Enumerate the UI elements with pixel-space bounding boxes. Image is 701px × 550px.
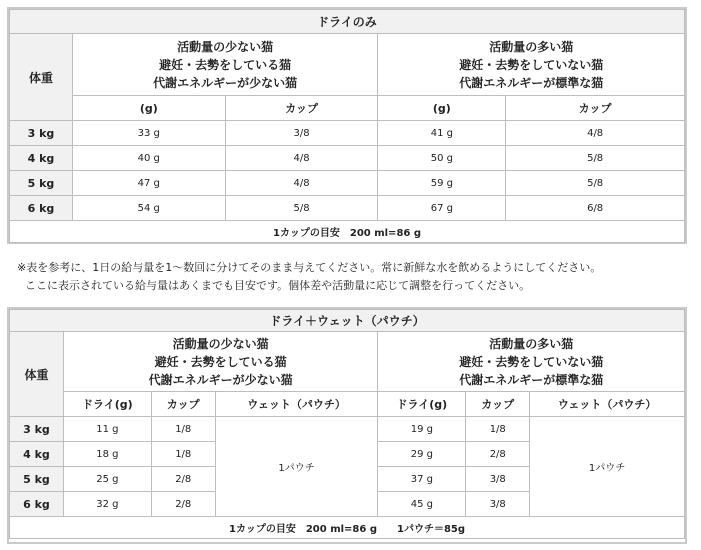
col-dry-high: ドライ(g) [378, 392, 466, 417]
high-cup-cell: 5/8 [506, 146, 685, 171]
high-grams-cell: 41 g [378, 121, 506, 146]
table-title: ドライのみ [10, 10, 685, 34]
feeding-note-2: ここに表示されている給与量はあくまでも目安です。個体差や活動量に応じて調整を行ってください。 [25, 279, 531, 292]
weight-header: 体重 [10, 34, 73, 121]
low-grams-cell: 47 g [72, 171, 225, 196]
high-dry-cell: 45 g [378, 492, 466, 517]
group-low-line-3: 代謝エネルギーが少ない猫 [153, 75, 298, 90]
high-dry-cell: 29 g [378, 442, 466, 467]
col-dry-low: ドライ(g) [63, 392, 151, 417]
low-dry-cell: 25 g [63, 467, 151, 492]
group-low-header [72, 34, 378, 96]
low-cup-cell: 4/8 [225, 146, 378, 171]
cup-measure-note: 1カップの目安 200 ml=86 g [10, 221, 685, 243]
low-cup-cell: 1/8 [151, 442, 215, 467]
feeding-table-dry-wet [9, 309, 685, 539]
feeding-table-dry [9, 9, 685, 243]
high-dry-cell: 19 g [378, 417, 466, 442]
weight-cell: 4 kg [10, 442, 64, 467]
table-row [10, 196, 685, 221]
low-wet-cell: 1パウチ [215, 417, 378, 517]
col-wet-high: ウェット（パウチ） [530, 392, 685, 417]
low-grams-cell: 40 g [72, 146, 225, 171]
group-high-line-3: 代謝エネルギーが標準な猫 [459, 372, 604, 387]
weight-cell: 5 kg [10, 171, 73, 196]
group-high-line-3: 代謝エネルギーが標準な猫 [459, 75, 604, 90]
group-low-line-1: 活動量の少ない猫 [172, 336, 269, 351]
cup-pouch-measure-note: 1カップの目安 200 ml=86 g 1パウチ＝85g [10, 517, 685, 539]
high-grams-cell: 59 g [378, 171, 506, 196]
group-high-line-2: 避妊・去勢をしていない猫 [459, 354, 604, 369]
low-cup-cell: 1/8 [151, 417, 215, 442]
group-low-line-2: 避妊・去勢をしている猫 [154, 354, 287, 369]
low-cup-cell: 3/8 [225, 121, 378, 146]
weight-cell: 6 kg [10, 492, 64, 517]
low-grams-cell: 54 g [72, 196, 225, 221]
table-row [10, 146, 685, 171]
high-grams-cell: 67 g [378, 196, 506, 221]
col-cup-low: カップ [225, 96, 378, 121]
high-cup-cell: 4/8 [506, 121, 685, 146]
high-cup-cell: 3/8 [466, 467, 530, 492]
low-grams-cell: 33 g [72, 121, 225, 146]
table-row [10, 417, 685, 442]
col-grams-low: (g) [72, 96, 225, 121]
group-low-header [63, 332, 378, 392]
high-cup-cell: 1/8 [466, 417, 530, 442]
group-low-line-2: 避妊・去勢をしている猫 [159, 57, 292, 72]
table-title: ドライ＋ウェット（パウチ） [10, 310, 685, 332]
col-grams-high: (g) [378, 96, 506, 121]
low-dry-cell: 32 g [63, 492, 151, 517]
group-low-line-3: 代謝エネルギーが少ない猫 [148, 372, 293, 387]
group-high-line-2: 避妊・去勢をしていない猫 [459, 57, 604, 72]
weight-header: 体重 [10, 332, 64, 417]
high-cup-cell: 6/8 [506, 196, 685, 221]
high-cup-cell: 3/8 [466, 492, 530, 517]
low-cup-cell: 4/8 [225, 171, 378, 196]
group-high-header [378, 332, 685, 392]
high-cup-cell: 2/8 [466, 442, 530, 467]
group-high-line-1: 活動量の多い猫 [489, 336, 574, 351]
weight-cell: 3 kg [10, 121, 73, 146]
col-wet-low: ウェット（パウチ） [215, 392, 378, 417]
weight-cell: 6 kg [10, 196, 73, 221]
low-dry-cell: 11 g [63, 417, 151, 442]
col-cup-high: カップ [466, 392, 530, 417]
high-cup-cell: 5/8 [506, 171, 685, 196]
low-cup-cell: 5/8 [225, 196, 378, 221]
col-cup-low: カップ [151, 392, 215, 417]
group-high-header [378, 34, 685, 96]
low-dry-cell: 18 g [63, 442, 151, 467]
col-cup-high: カップ [506, 96, 685, 121]
weight-cell: 5 kg [10, 467, 64, 492]
weight-cell: 3 kg [10, 417, 64, 442]
high-grams-cell: 50 g [378, 146, 506, 171]
table-row [10, 171, 685, 196]
group-high-line-1: 活動量の多い猫 [489, 39, 574, 54]
group-low-line-1: 活動量の少ない猫 [177, 39, 274, 54]
low-cup-cell: 2/8 [151, 492, 215, 517]
table-row [10, 121, 685, 146]
weight-cell: 4 kg [10, 146, 73, 171]
high-dry-cell: 37 g [378, 467, 466, 492]
high-wet-cell: 1パウチ [530, 417, 685, 517]
low-cup-cell: 2/8 [151, 467, 215, 492]
feeding-note-1: ※表を参考に、1日の給与量を1～数回に分けてそのまま与えてください。常に新鮮な水を飲めるようにしてください。 [17, 261, 602, 274]
